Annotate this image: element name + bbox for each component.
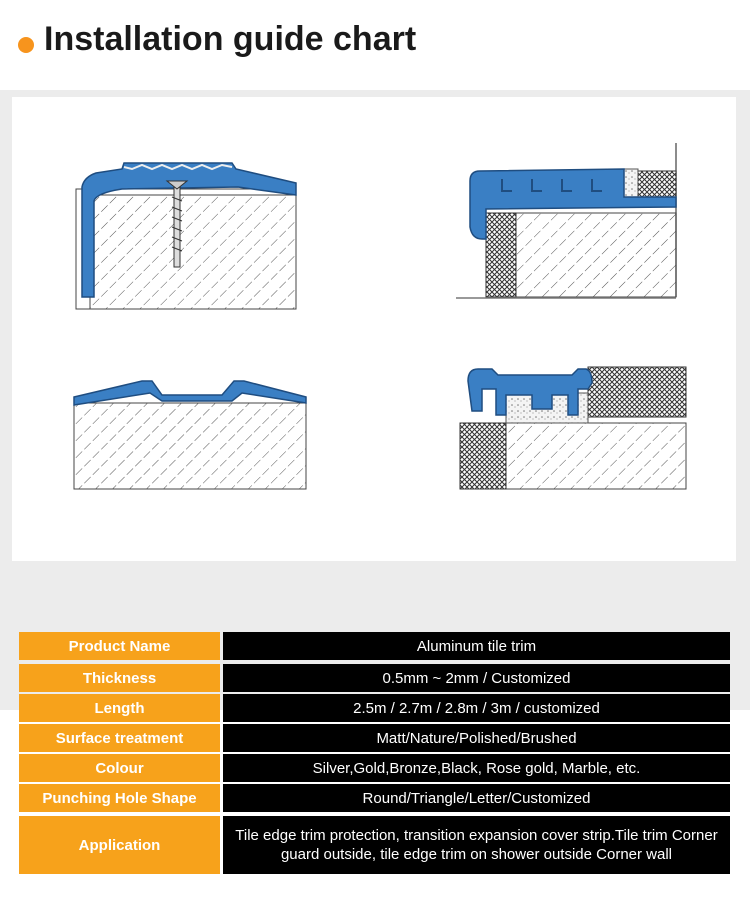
header [0,0,750,90]
row-value: Aluminum tile trim [223,632,730,660]
row-label: Product Name [19,632,220,660]
stair-nosing-screw-diagram [76,163,296,309]
row-label: Punching Hole Shape [19,784,220,812]
expansion-joint-diagram [460,367,686,489]
page-title: Installation guide chart [44,20,417,58]
table-row [19,816,730,874]
row-label: Colour [19,754,220,782]
diagram-canvas [12,97,736,561]
row-value: Round/Triangle/Letter/Customized [223,784,730,812]
row-label: Surface treatment [19,724,220,752]
row-value: Silver,Gold,Bronze,Black, Rose gold, Marble, etc. [223,754,730,782]
table-row [19,664,730,692]
bullet-icon [18,37,34,53]
row-value: 2.5m / 2.7m / 2.8m / 3m / customized [223,694,730,722]
transition-strip-diagram [74,381,306,489]
table-row [19,694,730,722]
table-row [19,754,730,782]
row-label: Thickness [19,664,220,692]
row-value: Tile edge trim protection, transition expansion cover strip.Tile trim Corner guard outside, tile edge trim on shower outside Corner wall [223,816,730,874]
table-row [19,784,730,812]
row-value: 0.5mm ~ 2mm / Customized [223,664,730,692]
table-row [19,724,730,752]
row-label: Length [19,694,220,722]
diagram-panel [12,97,736,561]
row-value: Matt/Nature/Polished/Brushed [223,724,730,752]
table-row [19,632,730,660]
stair-nosing-tile-diagram [456,143,676,299]
row-label: Application [19,816,220,874]
